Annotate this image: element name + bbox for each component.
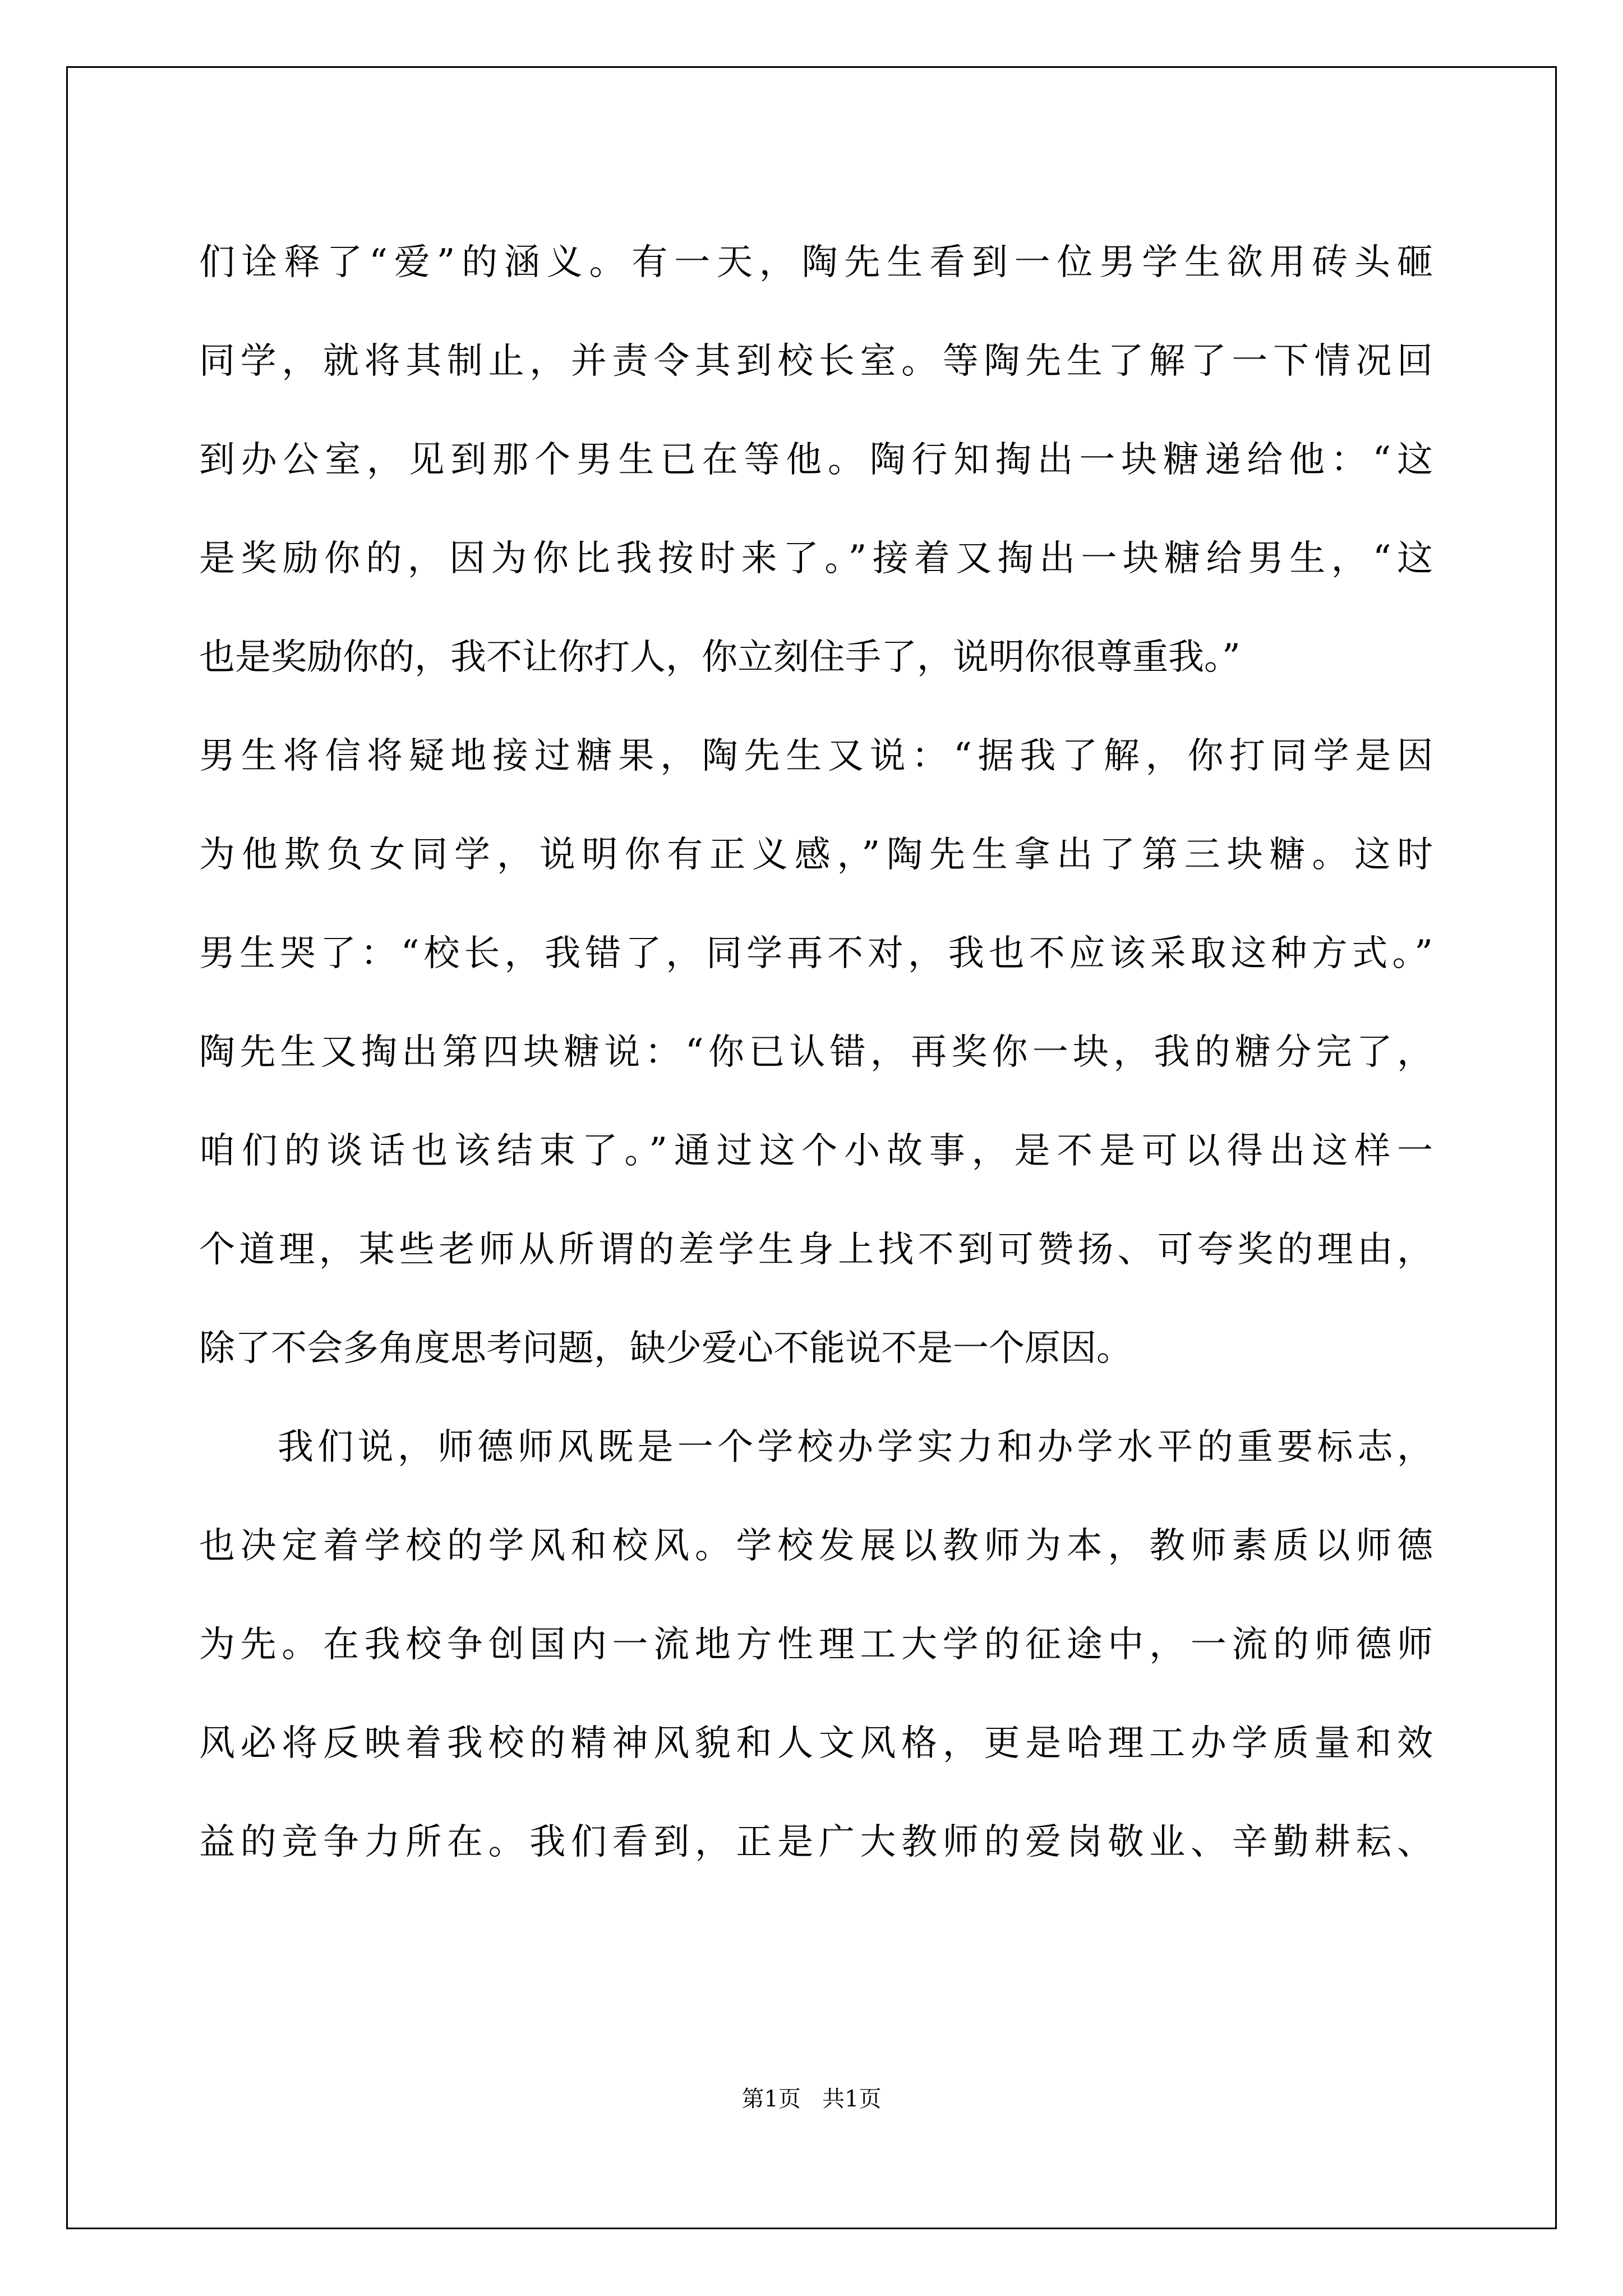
text-line: 到办公室，见到那个男生已在等他。陶行知掏出一块糖递给他：“这 [199,439,1433,481]
text-line: 除了不会多角度思考问题，缺少爱心不能说不是一个原因。 [199,1328,1132,1369]
text-line: 为他欺负女同学，说明你有正义感，”陶先生拿出了第三块糖。这时 [199,834,1433,876]
text-line: 们诠释了“爱”的涵义。有一天，陶先生看到一位男学生欲用砖头砸 [199,242,1433,283]
document-body [199,213,1433,1892]
text-line: 个道理，某些老师从所谓的差学生身上找不到可赞扬、可夸奖的理由， [199,1229,1433,1271]
text-line: 是奖励你的，因为你比我按时来了。”接着又掏出一块糖给男生，“这 [199,538,1433,579]
page-footer: 第1页 共1页 [741,2086,882,2112]
text-line: 也是奖励你的，我不让你打人，你立刻住手了，说明你很尊重我。” [199,637,1241,678]
text-line: 陶先生又掏出第四块糖说：“你已认错，再奖你一块，我的糖分完了， [199,1032,1433,1073]
text-line: 咱们的谈话也该结束了。”通过这个小故事，是不是可以得出这样一 [199,1130,1433,1172]
text-line: 风必将反映着我校的精神风貌和人文风格，更是哈理工办学质量和效 [199,1723,1433,1764]
text-line: 为先。在我校争创国内一流地方性理工大学的征途中，一流的师德师 [199,1624,1433,1665]
text-line: 同学，就将其制止，并责令其到校长室。等陶先生了解了一下情况回 [199,341,1433,382]
text-line: 也决定着学校的学风和校风。学校发展以教师为本，教师素质以师德 [199,1525,1433,1567]
text-line: 益的竞争力所在。我们看到，正是广大教师的爱岗敬业、辛勤耕耘、 [199,1821,1433,1863]
text-line: 男生将信将疑地接过糖果，陶先生又说：“据我了解，你打同学是因 [199,735,1433,777]
text-line: 男生哭了：“校长，我错了，同学再不对，我也不应该采取这种方式。” [199,933,1433,974]
paragraph-first-line: 我们说，师德师风既是一个学校办学实力和办学水平的重要标志， [278,1427,1433,1468]
